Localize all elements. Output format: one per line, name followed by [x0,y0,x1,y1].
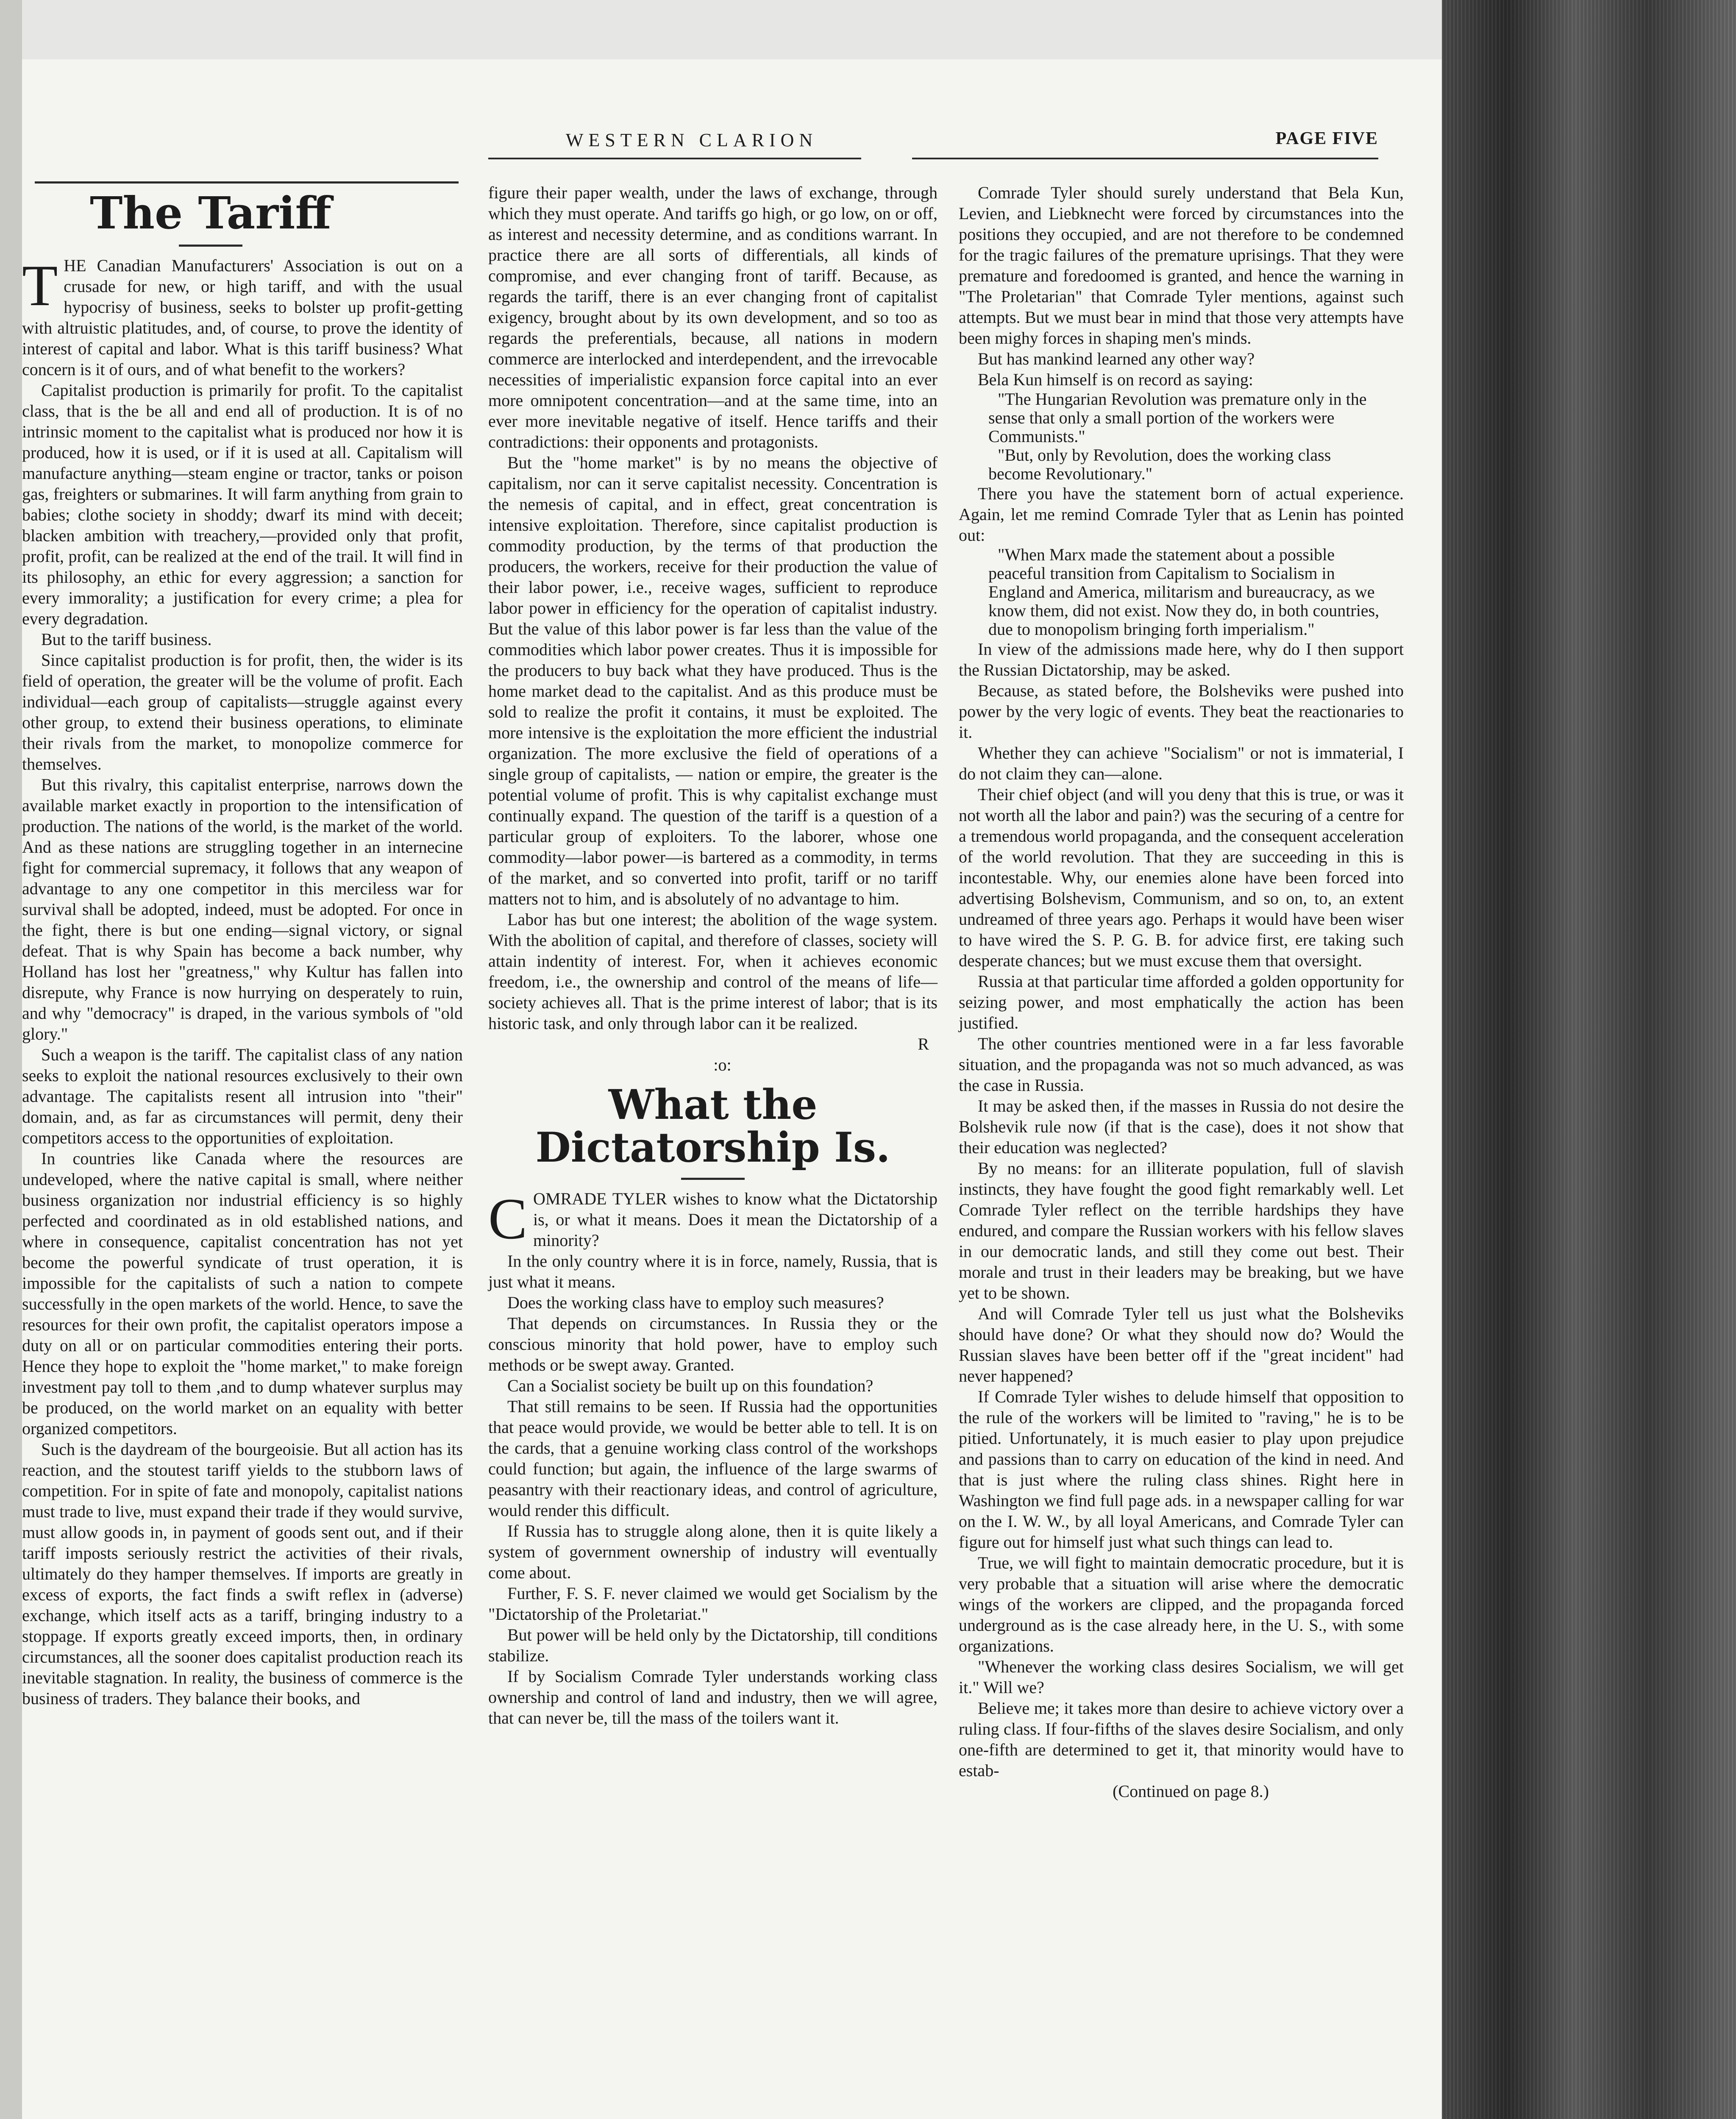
dictatorship-paragraph: Comrade Tyler should surely understand that Bela Kun, Levien, and Liebknecht were forced by circumstances into the positions they occupied, and are not therefore to be condemned for the tragic failures of the premature uprisings. That they were premature and foredoomed is granted, and hence the warning in "The Proletarian" that Comrade Tyler mentions, against such attempts. But we must bear in mind that those very attempts have been mighy forces in shaping men's minds. [959,183,1404,348]
column-2 [488,182,938,1728]
author-signature: R [918,1034,929,1054]
block-quote: "But, only by Revolution, does the working class become Revolutionary." [988,445,1331,483]
book-binding-edge [1442,0,1736,2119]
dictatorship-paragraph: Their chief object (and will you deny that this is true, or was it not worth all the labor and pain?) was the securing of a centre for a tremendous world propaganda, and the consequent acceleration of the world revolution. That they are succeeding in this is incontestable. Why, our enemies alone have been forced into advertising Bolshevism, Communism, and so on, to, an extent undreamed of three years ago. Perhaps it would have been wiser to have wired the S. P. G. B. for advice first, ere taking such desperate chances; but we must excuse them that oversight. [959,785,1404,970]
column-1 [22,182,463,1709]
dictatorship-paragraph: True, we will fight to maintain democratic procedure, but it is very probable that a situation will arise where the democratic wings of the workers are clipped, and the propaganda forced underground as is the case already here, in the U. S., with some organizations. [959,1553,1404,1655]
tariff-paragraph: But to the tariff business. [41,630,212,649]
lead-caps: HE [64,256,86,275]
dictatorship-paragraph: But has mankind learned any other way? [978,349,1255,368]
page-number: PAGE FIVE [1275,129,1378,148]
lead-caps: OMRADE TYLER [533,1189,667,1208]
dictatorship-paragraph: It may be asked then, if the masses in Russia do not desire the Bolshevik rule now (if that is the case), does it not show that their education was neglected? [959,1096,1404,1157]
paragraph-text: wishes to know what the Dictatorship is, or what it means. Does it mean the Dictatorship of a minority? [533,1189,938,1250]
dictatorship-paragraph: If Comrade Tyler wishes to delude himself that opposition to the rule of the workers will be limited to "raving," he is to be pitied. Unfortunately, it is much easier to play upon prejudice and passions than to carry on education of the kind in need. And that is just where the ruling class shines. Right here in Washington we find full page ads. in a newspaper calling for war on the I. W. W., by all loyal Americans, and Comrade Tyler can figure out for himself just what such things can lead to. [959,1387,1404,1552]
dictatorship-paragraph: Because, as stated before, the Bolsheviks were pushed into power by the very logic of events. They beat the reactionaries to it. [959,681,1404,742]
dictatorship-paragraph: If Russia has to struggle along alone, then it is quite likely a system of government ownership of industry will eventually come about. [488,1521,938,1582]
binding-texture [1442,0,1736,2119]
title-rule [681,1178,745,1180]
dictatorship-paragraph: Further, F. S. F. never claimed we would get Socialism by the "Dictatorship of the Proletariat." [488,1583,938,1624]
dictatorship-paragraph: "Whenever the working class desires Socialism, we will get it." Will we? [959,1657,1404,1697]
tariff-article-title: The Tariff [90,187,331,239]
title-rule [179,245,242,247]
dictatorship-paragraph: In view of the admissions made here, why do I then support the Russian Dictatorship, may be asked. [959,640,1404,679]
dictatorship-paragraph: There you have the statement born of actual experience. Again, let me remind Comrade Tyler that as Lenin has pointed out: [959,484,1404,545]
masthead: WESTERN CLARION [565,130,818,150]
tariff-paragraph: But the "home market" is by no means the objective of capitalism, nor can it serve capitalist necessity. Concentration is the nemesis of capital, and in effect, great concentration is intensive exploitation. Therefore, since capitalist production is commodity production, by the terms of that production the producers, the workers, receive for their production the value of their labor power, i.e., receive wages, sufficient to reproduce labor power in efficiency for the operation of capitalist industry. But the value of this labor power is far less than the value of the commodities which labor power creates. Thus it is impossible for the producers to buy back what they have produced. Thus is the home market dead to the capitalist. And as this produce must be sold to realize the profit it contains, it must be exploited. The more intensive is the exploitation the more efficient the industrial organization. The more exclusive the field of operations of a single group of capitalists, — nation or empire, the greater is the potential volume of profit. This is why capitalist exchange must continually expand. The question of the tariff is a question of a particular group of exploiters. To the laborer, whose one commodity—labor power—is bartered as a commodity, in terms of the market, and so converted into profit, tariff or no tariff matters not to him, and is absolutely of no advantage to him. [488,453,938,908]
dictatorship-lead-paragraph [488,1188,938,1251]
tariff-paragraph: But this rivalry, this capitalist enterprise, narrows down the available market exactly in proportion to the intensification of production. The nations of the world, is the market of the world. And as these nations are struggling together in an internecine fight for commercial supremacy, it follows that any weapon of advantage to any one competitor in this merciless war for survival shall be adopted, indeed, must be adopted. For once in the fight, there is but one ending—signal victory, or signal defeat. That is why Spain has become a back number, why Holland has lost her "greatness," why Kultur has fallen into disrepute, why France is now hurrying on desperately to ruin, and why "democracy" is draped, in the various symbols of "old glory." [22,775,463,1044]
tariff-lead-paragraph [22,255,463,380]
section-separator: :o: [713,1055,732,1074]
dictatorship-paragraph: Does the working class have to employ such measures? [507,1293,884,1312]
newspaper-page [22,59,1442,2119]
dictatorship-paragraph: Can a Socialist society be built up on this foundation? [507,1376,874,1395]
dictatorship-paragraph: By no means: for an illiterate population, full of slavish instincts, they have fought the good fight remarkably well. Let Comrade Tyler reflect on the terrible hardships they have endured, and compare the Russian workers with his fellow slaves in our democratic lands, and still they come out best. Their morale and trust in their leaders may be breaking, but we have yet to be shown. [959,1159,1404,1302]
dictatorship-paragraph: But power will be held only by the Dictatorship, till conditions stabilize. [488,1625,938,1665]
dictatorship-article-title: What the Dictatorship Is. [535,1081,890,1171]
scan-margin [0,0,22,2119]
header-rule-right [912,158,1378,159]
page-header [22,59,1442,170]
dictatorship-paragraph: If by Socialism Comrade Tyler understands working class ownership and control of land and industry, then we will agree, that can never be, till the mass of the toilers want it. [488,1666,938,1727]
tariff-paragraph: In countries like Canada where the resources are undeveloped, where the native capital is small, where neither business organization nor industrial efficiency is so highly perfected and coordinated as in old established nations, and where in consequence, capitalist concentration has not yet become the powerful syndicate of trust operation, it is impossible for the capitalists of such a nation to compete successfully in the open markets of the world. Hence, to save the resources for their own profit, the capitalist operators impose a duty on all or on particular commodities entering their ports. Hence they hope to exploit the "home market," to make foreign investment pay toll to them ,and to dump whatever surplus may be produced, on the world market on an equality with better organized competitors. [22,1149,463,1438]
dictatorship-paragraph: Bela Kun himself is on record as saying: [978,370,1253,389]
tariff-paragraph: figure their paper wealth, under the laws of exchange, through which they must operate. And tariffs go high, or go low, on or off, as interest and necessity determine, and as conditions warrant. In practice there are all sorts of differentials, all kinds of compromise, and ever changing front of tariff. Because, as regards the tariff, there is an ever changing front of capitalist exigency, brought about by its own development, and so too as regards the preferentials, because, all nations in modern commerce are interlocked and interdependent, and the irrevocable necessities of imperialistic expansion force capital into an ever more omnipotent concentration—and at the same time, into an ever more inevitable negative of itself. Hence tariffs and their contradictions: their opponents and protagonists. [488,183,938,451]
tariff-paragraph: Such a weapon is the tariff. The capitalist class of any nation seeks to exploit the national resources exclusively to their own advantage. The capitalists resent all intrusion into "their" domain, and, as far as circumstances will permit, deny their competitors access to the opportunities of exploitation. [22,1045,463,1148]
continued-note: (Continued on page 8.) [1113,1782,1269,1801]
paragraph-text: Canadian Manufacturers' Association is out on a crusade for new, or high tariff, and with the usual hypocrisy of business, seeks to bolster up profit-getting with altruistic platitudes, and, of course, to prove the identity of interest of capital and labor. What is this tariff business? What concern is it of ours, and of what benefit to the workers? [22,256,463,379]
dictatorship-paragraph: The other countries mentioned were in a far less favorable situation, and the propaganda was not so much advanced, as was the case in Russia. [959,1034,1404,1095]
dictatorship-paragraph: Russia at that particular time afforded a golden opportunity for seizing power, and most emphatically the action has been justified. [959,972,1404,1032]
dictatorship-paragraph: Believe me; it takes more than desire to achieve victory over a ruling class. If four-fifths of the slaves desire Socialism, and only one-fifth are determined to get it, that minority would have to estab- [959,1699,1404,1780]
tariff-paragraph: Since capitalist production is for profit, then, the wider is its field of operation, the greater will be the volume of profit. Each individual—each group of capitalists—struggle against every other group, to extend their business operations, to eliminate their rivals from the market, to monopolize commerce for themselves. [22,651,463,774]
column-3 [959,182,1404,1802]
dictatorship-paragraph: That depends on circumstances. In Russia they or the conscious minority that hold power, have to employ such methods or be swept away. Granted. [488,1313,938,1374]
tariff-paragraph: Capitalist production is primarily for profit. To the capitalist class, that is the be all and end all of production. It is of no intrinsic moment to the capitalist what is produced nor how it is produced, how it is used, or if it is used at all. Capitalism will manufacture anything—steam engine or tractor, tanks or poison gas, freighters or submarines. It will farm anything from grain to babies; clothe society in shoddy; dwarf its mind with deceit; blacken ambition with treachery,—provided only that profit, profit, profit, can be realized at the end of the trail. It will find in its philosophy, an ethic for every aggression; a sanction for every immorality; a justification for every crime; a plea for every degradation. [22,381,463,628]
drop-cap: T [22,253,58,318]
header-rule-middle [488,158,861,159]
block-quote: "When Marx made the statement about a possible peaceful transition from Capitalism to Socialism in England and America, militarism and bureaucracy, as we know them, did not exist. Now they do, in both countries, due to monopolism bringing forth imperialism." [988,545,1380,639]
dictatorship-paragraph: That still remains to be seen. If Russia had the opportunities that peace would provide, we would be better able to tell. It is on the cards, that a genuine working class control of the workshops could function; but again, the influence of the large swarms of peasantry with their reactionary ideas, and control of agriculture, would render this difficult. [488,1396,938,1520]
tariff-paragraph: Labor has but one interest; the abolition of the wage system. With the abolition of capital, and therefore of classes, society will attain indentity of interest. For, when it achieves economic freedom, i.e., the ownership and control of the means of life—society achieves all. That is the prime interest of labor; that is its historic task, and only through labor can it be realized. [488,910,938,1033]
dictatorship-paragraph: Whether they can achieve "Socialism" or not is immaterial, I do not claim they can—alone. [959,743,1404,783]
block-quote: "The Hungarian Revolution was premature only in the sense that only a small portion of the workers were Communists." [988,389,1367,446]
tariff-paragraph: Such is the daydream of the bourgeoisie. But all action has its reaction, and the stoutest tariff yields to the stubborn laws of competition. For in spite of fate and monopoly, capitalist nations must trade to live, must expand their trade if they would survive, must allow goods in, in payment of goods sent out, and if their tariff imposts seriously restrict the activities of their rivals, ultimately do they hamper themselves. If imports are greatly in excess of exports, the fact finds a swift reflex in (adverse) exchange, which itself acts as a tariff, bringing industry to a stoppage. If exports greatly exceed imports, then, in ordinary circumstances, all the sooner does capitalist production reach its inevitable stagnation. In reality, the business of commerce is the business of traders. They balance their books, and [22,1440,463,1708]
dictatorship-paragraph: And will Comrade Tyler tell us just what the Bolsheviks should have done? Or what they should now do? Would the Russian slaves have been better off if the "great incident" had never happened? [959,1304,1404,1385]
drop-cap: C [488,1186,528,1251]
dictatorship-paragraph: In the only country where it is in force, namely, Russia, that is just what it means. [488,1251,938,1291]
